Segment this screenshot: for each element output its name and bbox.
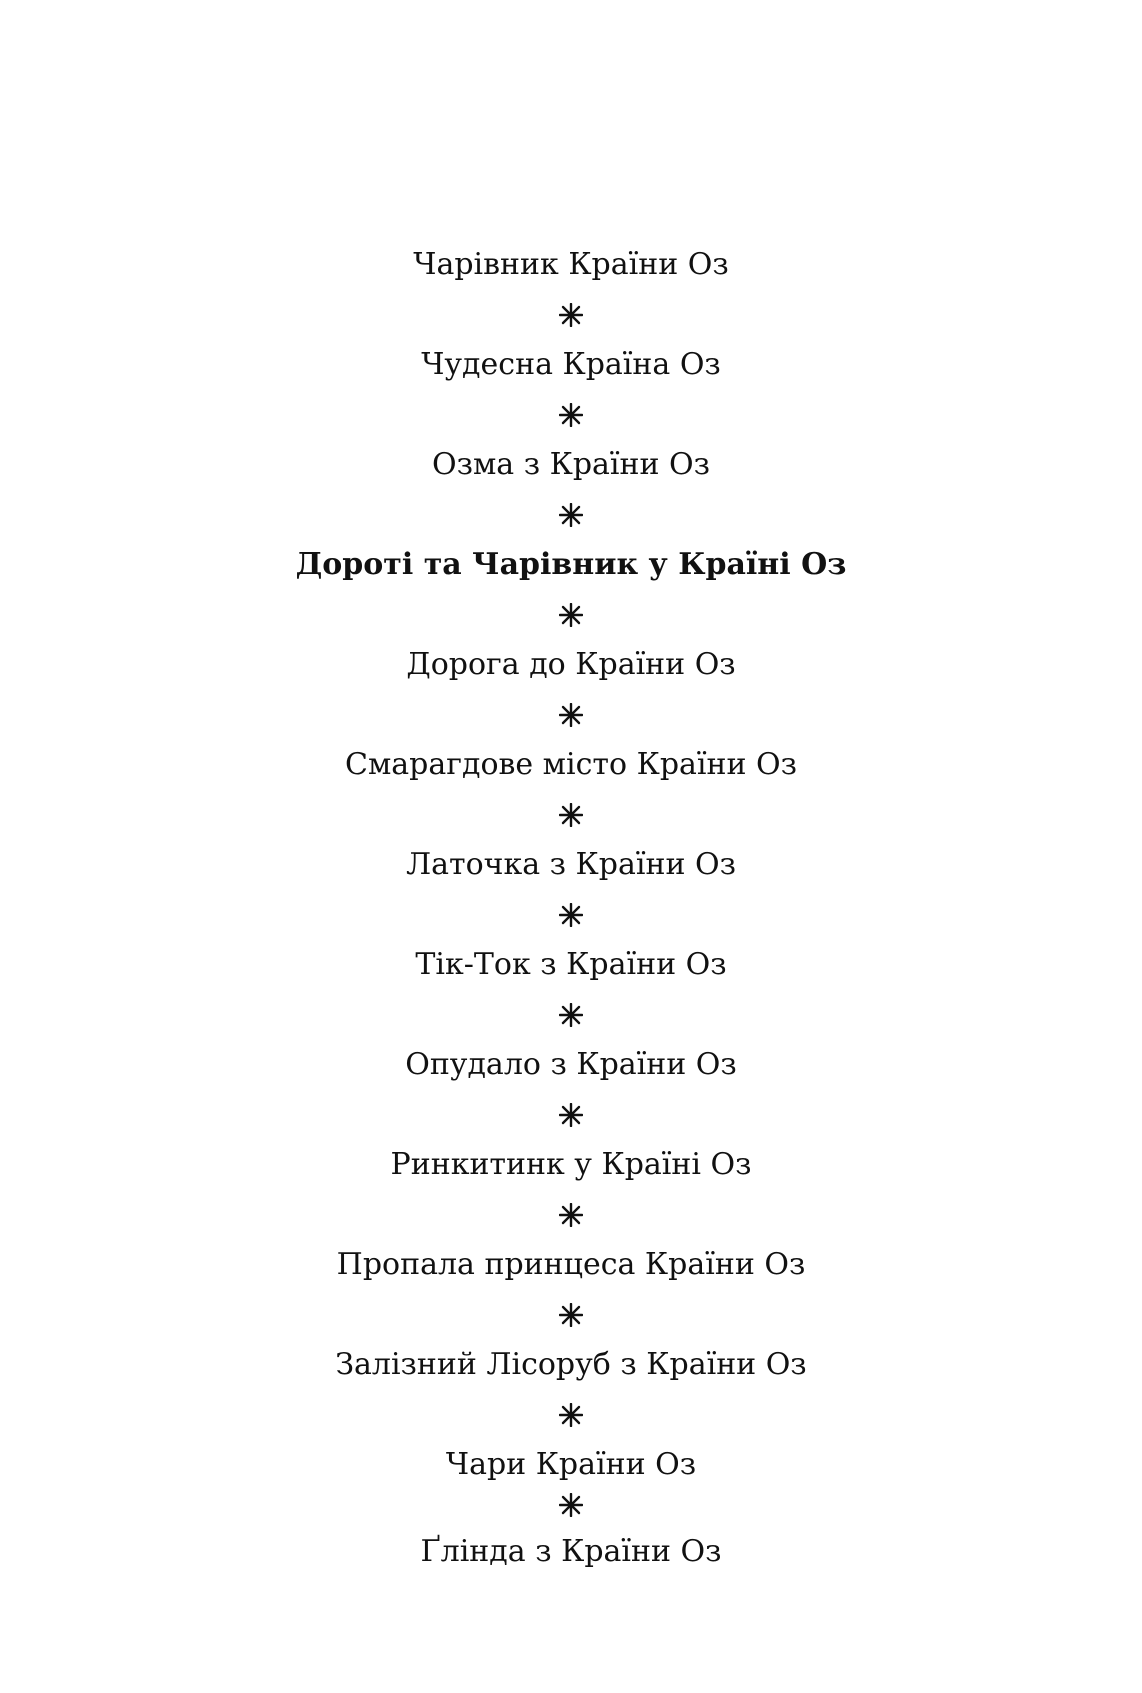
- star-separator-icon: [559, 503, 583, 527]
- star-separator-icon: [559, 303, 583, 327]
- star-separator-icon: [559, 1303, 583, 1327]
- book-title-3: Озма з Країни Оз: [432, 447, 710, 482]
- star-separator-icon: [559, 1493, 583, 1517]
- star-separator-icon: [559, 1103, 583, 1127]
- book-title-7: Латочка з Країни Оз: [406, 847, 736, 882]
- star-separator-icon: [559, 703, 583, 727]
- book-title-8: Тік-Ток з Країни Оз: [415, 947, 727, 982]
- star-separator-icon: [559, 803, 583, 827]
- book-title-6: Смарагдове місто Країни Оз: [344, 747, 797, 782]
- book-title-5: Дорога до Країни Оз: [406, 647, 736, 682]
- star-separator-icon: [559, 1403, 583, 1427]
- book-title-1: Чарівник Країни Оз: [413, 247, 729, 282]
- book-title-11: Пропала принцеса Країни Оз: [336, 1247, 806, 1282]
- book-title-9: Опудало з Країни Оз: [405, 1047, 737, 1082]
- book-title-12: Залізний Лісоруб з Країни Оз: [335, 1347, 807, 1382]
- book-title-2: Чудесна Країна Оз: [421, 347, 721, 382]
- book-title-14: Ґлінда з Країни Оз: [420, 1534, 722, 1569]
- star-separator-icon: [559, 903, 583, 927]
- book-title-10: Ринкитинк у Країні Оз: [390, 1147, 752, 1182]
- book-title-13: Чари Країни Оз: [445, 1447, 697, 1482]
- book-title-4-highlighted: Дороті та Чарівник у Країні Оз: [295, 547, 847, 582]
- star-separator-icon: [559, 1003, 583, 1027]
- star-separator-icon: [559, 603, 583, 627]
- star-separator-icon: [559, 1203, 583, 1227]
- star-separator-icon: [559, 403, 583, 427]
